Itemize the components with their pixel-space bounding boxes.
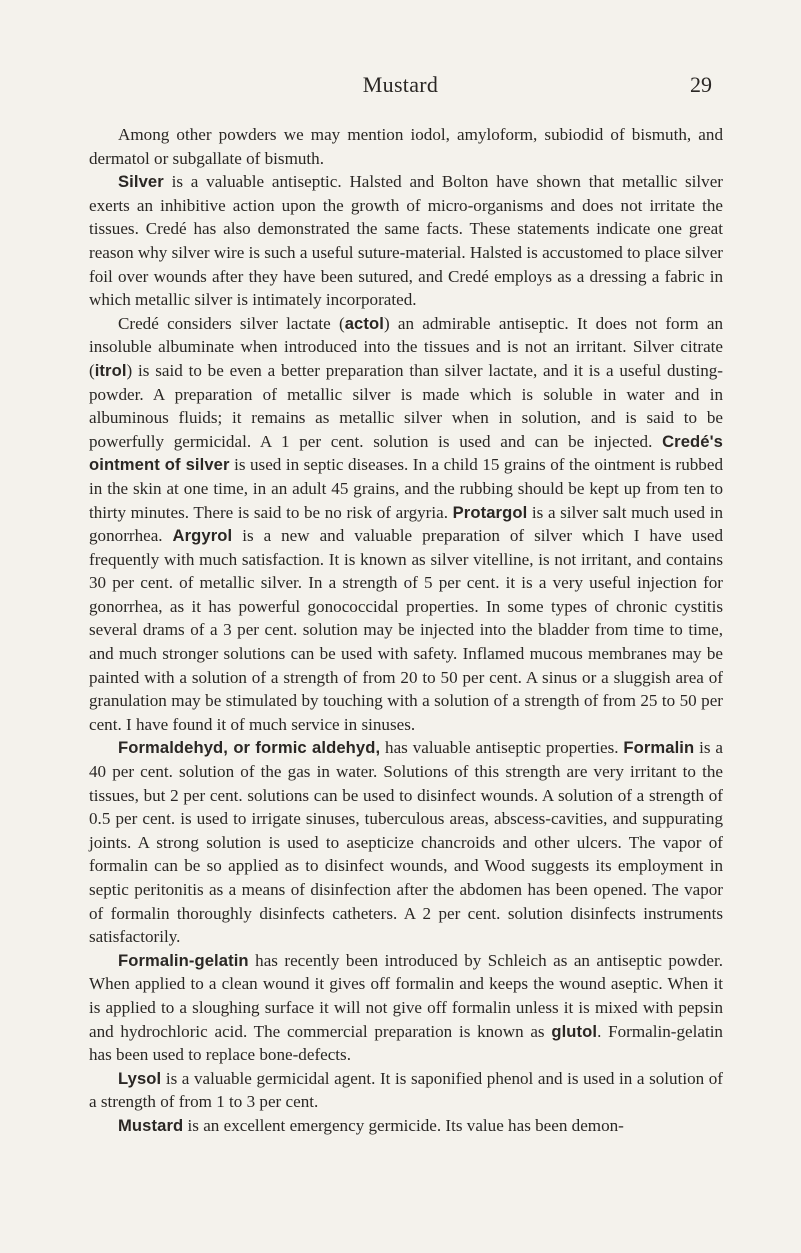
term-argyrol: Argyrol [172, 526, 233, 546]
running-head [0, 72, 801, 102]
paragraph-lysol [89, 1067, 723, 1114]
text-span: Among other powders we may mention iodol, amyloform, subiodid of bismuth, and dermatol or subgallate of bismuth. [89, 125, 723, 168]
term-silver: Silver [118, 172, 164, 192]
text-span: ) an admirable antiseptic. It does not form an insoluble albuminate when introduced into the tissues and is not an irritant. Silver citrate ( [89, 313, 723, 380]
text-span: Credé considers silver lactate ( [118, 313, 345, 333]
text-span: is a silver salt much used in gonorrhea. [89, 502, 723, 546]
term-mustard: Mustard [118, 1115, 184, 1135]
paragraph-formaldehyd [89, 736, 723, 948]
text-span: is an excellent emergency germicide. Its value has been demon- [183, 1115, 624, 1135]
body-text [89, 123, 723, 1138]
term-formalin: Formalin [623, 738, 695, 758]
text-span: is a new and valuable preparation of silver which I have used frequently with much satisfaction. It is known as silver vitelline, is not irritant, and contains 30 per cent. of metallic silver. In a strength of 5 per cent. it is a very useful injection for gonorrhea, as it has powerful gonococcidal properties. In some types of chronic cystitis several drams of a 3 per cent. solution may be injected into the bladder from time to time, and much stronger solutions can be used with safety. Inflamed mucous membranes may be painted with a solution of a strength of from 20 to 50 per cent. A sinus or a sluggish area of granulation may be stimulated by touching with a solution of a strength of from 25 to 50 per cent. I have found it of much service in sinuses. [89, 526, 723, 734]
text-span: has recently been introduced by Schleich as an antiseptic powder. When applied to a clean wound it gives off formalin and keeps the wound aseptic. When it is applied to a sloughing surface it will not give off formalin unless it is mixed with pepsin and hydrochloric acid. The commercial preparation is known as [89, 950, 723, 1041]
paragraph-mustard [89, 1114, 723, 1138]
text-span: . Formalin-gelatin has been used to replace bone-defects. [89, 1021, 723, 1065]
term-credes-ointment: Credé's ointment of silver [89, 431, 723, 475]
term-formalin-gelatin: Formalin-gelatin [118, 950, 249, 970]
page-number: 29 [690, 72, 712, 97]
term-glutol: glutol [551, 1021, 598, 1041]
term-protargol: Protargol [452, 502, 528, 522]
text-span: ) is said to be even a better preparation than silver lactate, and it is a useful dusting-powder. A preparation of metallic silver is made which is soluble in water and in albuminous fluids; it remains as metallic silver when in solution, and is said to be powerfully germicidal. A 1 per cent. solution is used and can be injected. [89, 360, 723, 451]
term-lysol: Lysol [118, 1068, 162, 1088]
paragraph-silver-salts [89, 312, 723, 737]
paragraph-formalin-gelatin [89, 949, 723, 1067]
text-span: is used in septic diseases. In a child 15 grains of the ointment is rubbed in the skin at one time, in an adult 45 grains, and the rubbing should be kept up from ten to thirty minutes. There is said to be no risk of argyria. [89, 455, 723, 522]
term-actol: actol [344, 313, 384, 333]
text-span: is a valuable antiseptic. Halsted and Bolton have shown that metallic silver exerts an inhibitive action upon the growth of micro-organisms and does not irritate the tissues. Credé has also demonstrated the same facts. These statements indicate one great reason why silver wire is such a useful suture-material. Halsted is accustomed to place silver foil over wounds after they have been sutured, and Credé employs as a dressing a fabric in which metallic silver is intimately incorporated. [89, 172, 723, 310]
paragraph-other-powders [89, 123, 723, 170]
term-itrol: itrol [94, 360, 127, 380]
paragraph-silver [89, 170, 723, 312]
text-span: is a valuable germicidal agent. It is saponified phenol and is used in a solution of a strength of from 1 to 3 per cent. [89, 1068, 723, 1112]
running-head-title: Mustard [362, 72, 439, 97]
text-span: is a 40 per cent. solution of the gas in water. Solutions of this strength are very irritant to the tissues, but 2 per cent. solutions can be used to disinfect wounds. A solution of a strength of 0.5 per cent. is used to irrigate sinuses, tuberculous areas, abscess-cavities, and suppurating joints. A strong solution is used to asepticize chancroids and other ulcers. The vapor of formalin can be so applied as to disinfect wounds, and Wood suggests its employment in septic peritonitis as a means of disinfection after the abdomen has been opened. The vapor of formalin thoroughly disinfects catheters. A 2 per cent. solution disinfects instruments satisfactorily. [89, 738, 723, 947]
text-span: has valuable antiseptic properties. [380, 738, 624, 758]
term-formaldehyd: Formaldehyd, or formic aldehyd, [118, 738, 381, 758]
